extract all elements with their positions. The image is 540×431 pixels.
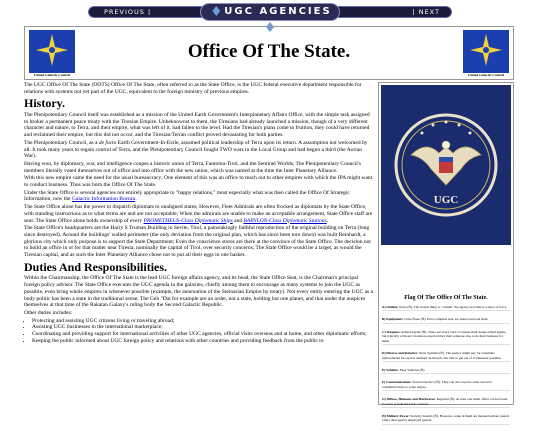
stat-entry: A) Outline: None (Ñ). The closest thing to "outline" the agency provides is a show of force. [382, 305, 510, 311]
seal-text: UGC [433, 194, 459, 206]
stat-key: A) Outline [382, 305, 398, 309]
top-nav-bar [0, 0, 540, 22]
diamond-icon [212, 6, 220, 16]
gib-link[interactable]: Galactic Information Bureau [71, 196, 136, 203]
text-span: Under the State Office is several agencies not entirely appropriate to "happy relations," most especially what was then called the Office Of Strategic Information, now the [24, 189, 350, 203]
stat-value: Regional (Ñ). At least one small office can be found in every system the UGC controls. [382, 397, 508, 406]
text-span: The State Office alone has the power to dispatch diplomats to unaligned states; However, Fleet Admirals are often frocked as diplomats by the State Office, with standing instructions as to what terms are and are not acceptable; When the admirals are unable to make an acceptable arrangement, State Office staff are sent. The State Office alone holds ownership of every [24, 204, 373, 224]
site-brand[interactable] [200, 3, 340, 21]
stat-entry: H) Military Power: Security Guards (Ñ). However, some of them are manned armour guards rather than agency employed guards. [382, 414, 510, 425]
stat-entry: F) Communications: Secured Service (Ñ). They can also tap into other service's communications to some degree. [382, 380, 510, 391]
stat-key: E) Vehicles [382, 367, 398, 372]
history-paragraph: Having won, by diplomacy, war, and intelligence coupes a historic union of Terra, Fantoma-Tirol, and the Sentinel Worlds, The Plenipotentiary Council's members literally voted themselves out of office and into office with the new union, which was named at the time the Inter Planetary Alliance. [24, 160, 361, 174]
compass-star-icon [463, 30, 509, 70]
text-span: . [326, 217, 328, 224]
babylon-link[interactable]: BABYLON-Class Diplomatic Stations [243, 217, 327, 224]
text-span: and [234, 217, 243, 224]
stat-key: C) Weapons [382, 329, 400, 334]
list-item: • Protecting and assisting UGC citizens living or traveling abroad; [32, 318, 374, 325]
text-span: Earth Government-In-Exile, assumed political leadership of Terra upon its return. A assumption not welcomed by all. It took many years to regain control of Terra, and the Plenipotentiary Council fought TWO wars in the Local Group and had begun a third (the Aorian War). [24, 139, 368, 160]
previous-link[interactable]: PREVIOUS | [104, 8, 152, 16]
page-title: Office Of The State. [187, 41, 351, 62]
history-paragraph [24, 190, 374, 203]
stat-key: H) Military Power [382, 414, 409, 419]
flag-caption-sidebar: Flag Of The Office Of The State. [404, 295, 488, 301]
text-span: The Plenipotentiary Council, as a [24, 139, 98, 146]
stat-entry: B) Equipment: Class Ñone (Ñ). Prior complete sets, are based on broad field. [382, 317, 510, 323]
prometheus-link[interactable]: PROMETHEUS-Class Diplomatic Ships [143, 217, 233, 224]
stat-key: D) Diverse and Robotics [382, 351, 418, 356]
page-header [24, 26, 514, 80]
infobox [378, 82, 514, 423]
article-body [24, 82, 374, 405]
history-paragraph [24, 204, 374, 224]
list-item: • Keeping the public informed about UGC foreign policy and relations with other countries and providing feedback from the public to [32, 338, 374, 345]
intro-paragraph: The UGC Office Of The State (OOTS) Office Of The State, often referred to as the State Office, is the UGC federal executive department responsible for relations with systems not yet part of the UGC, equivalent to the foreign ministry of previous empires. [24, 82, 362, 95]
stat-value: Armed Agents (Ñ). There are every once occasions their duties armed agents, but typically of those's violation expected they mail someone else to do their business for them. [382, 329, 507, 343]
stat-key: F) Communications [382, 380, 411, 385]
list-item: • Coordinating and providing support for international activities of other UGC agencies, official visits overseas and at home, and other diplomatic efforts; [32, 331, 374, 338]
stat-value: Fleet Vehicles (Ñ). [399, 367, 426, 372]
history-heading: History. [24, 96, 65, 111]
state-office-flag [381, 85, 511, 245]
history-paragraph [24, 140, 374, 160]
stat-key: G) Offices, Hideouts and Hardwares [382, 397, 435, 402]
agency-stats-list [382, 305, 510, 431]
ugc-flag-right [463, 30, 509, 76]
stat-value: Secured Service (Ñ). They can also tap into other service's communications to some degree. [382, 380, 492, 389]
stat-value: Class Ñone (Ñ). Prior complete sets, are based on broad field. [404, 317, 489, 322]
flag-caption: United Galactic Council [463, 73, 509, 77]
list-item: • Assisting UGC businesses in the international marketplace; [32, 324, 374, 331]
stat-value: None Systems (Ñ). The agency might pay for automatic replacements for reports outlined on-the-job, but tries to get out of it whenever possible. [382, 351, 502, 360]
stat-entry: E) Vehicles: Fleet Vehicles (Ñ). [382, 368, 510, 374]
other-duties-label: Other duties includes: [24, 309, 73, 316]
duties-heading: Duties And Responsibilities. [24, 259, 168, 274]
stat-value: None (Ñ). The closest thing to "outline" the agency provides is a show of force. [399, 305, 508, 309]
history-paragraph: With this new empire came the need for the usual bureaucracy; One element of this was an office to reach out to other empires with which the IPA might want to conduct business. Thus was born the Office Of The State. [24, 175, 373, 189]
emphasis-text: de facto [98, 139, 117, 146]
history-paragraph: The State Office's headquarters are the Harry S Truman Building in Sevite, Tirol, a painstakingly faithful reproduction of the original building on Terra (long since destroyed). Around the buildings' walled perimeter (the only deviation from the original plan, which has since been torn down) was built Reinhardt, a glorious city which only purpose is to support the State Department; Even the conscience stores are there at the convince of the State Office. The decision not to build an office in or for that matter near Tiresia, nominally the capital of Tirol, over security concerns; The State Office would be a target, as would the Tiresian capital, and as such the Inter Planetary Alliance chose not to put all their eggs in one basket. [24, 225, 371, 259]
flag-caption: United Galactic Council [29, 73, 75, 77]
stat-entry: C) Weapons: Armed Agents (Ñ). There are every once occasions their duties armed agents, but typically of those's violation expected they mail someone else to do their business for them. [382, 330, 510, 345]
stat-entry: G) Offices, Hideouts and Hardwares: Regional (Ñ). At least one small office can be found in every system the UGC controls. [382, 397, 510, 408]
duties-list [24, 318, 374, 345]
stat-entry: D) Diverse and Robotics: None Systems (Ñ). The agency might pay for automatic replacements for reports outlined on-the-job, but tries to get out of it whenever possible. [382, 351, 510, 362]
history-paragraph: The Plenipotentiary Council itself was established as a mission of the United Earth Government's Interplanetary Affairs Office, with the simple task assigned to broker a permanent peace treaty with the Tiresian Empire. Unbeknownst to them, the Tiresians had already launched a mission, though of a very different character and nature, to Terra, and their empire, what was left of it, had fallen to the level. Had the Tiresian's plans come to fruition, they could have returned and reclaimed their empire, but this did not occur, and the Tiresian/Terran conflict proved devastating for both parties. [24, 112, 370, 139]
brand-label: UGC AGENCIES [224, 6, 332, 17]
duties-paragraph: Within the Chairmanship, the Office Of The State is the lead UGC foreign affairs agency, and its head, the State Office Seat, is the Chairman's principal foreign policy advisor. The State Office executes the UGC agenda in the galaxies, chiefly among them to encourage as many systems to join the UGC as possible, even bring whole empires in whenever possible (example, the annexation of the Steinarian Empire by treaty). Not every entity entering the UGC as a body politic has been a state in the traditional sense; The Geh "Dai for example are an order, not a state, holding but one planet, and that under the auspices themselves at that time of the Rakatan Galaxy's ruling body the Second Galactic Republic. [24, 275, 373, 309]
text-span: . [135, 196, 137, 203]
stat-value: Security Guards (Ñ). However, some of them are manned armour guards rather than agency employed guards. [382, 414, 510, 423]
eagle-seal-icon [381, 85, 511, 245]
stat-key: B) Equipment [382, 317, 403, 322]
next-link[interactable]: | NEXT [412, 8, 440, 16]
